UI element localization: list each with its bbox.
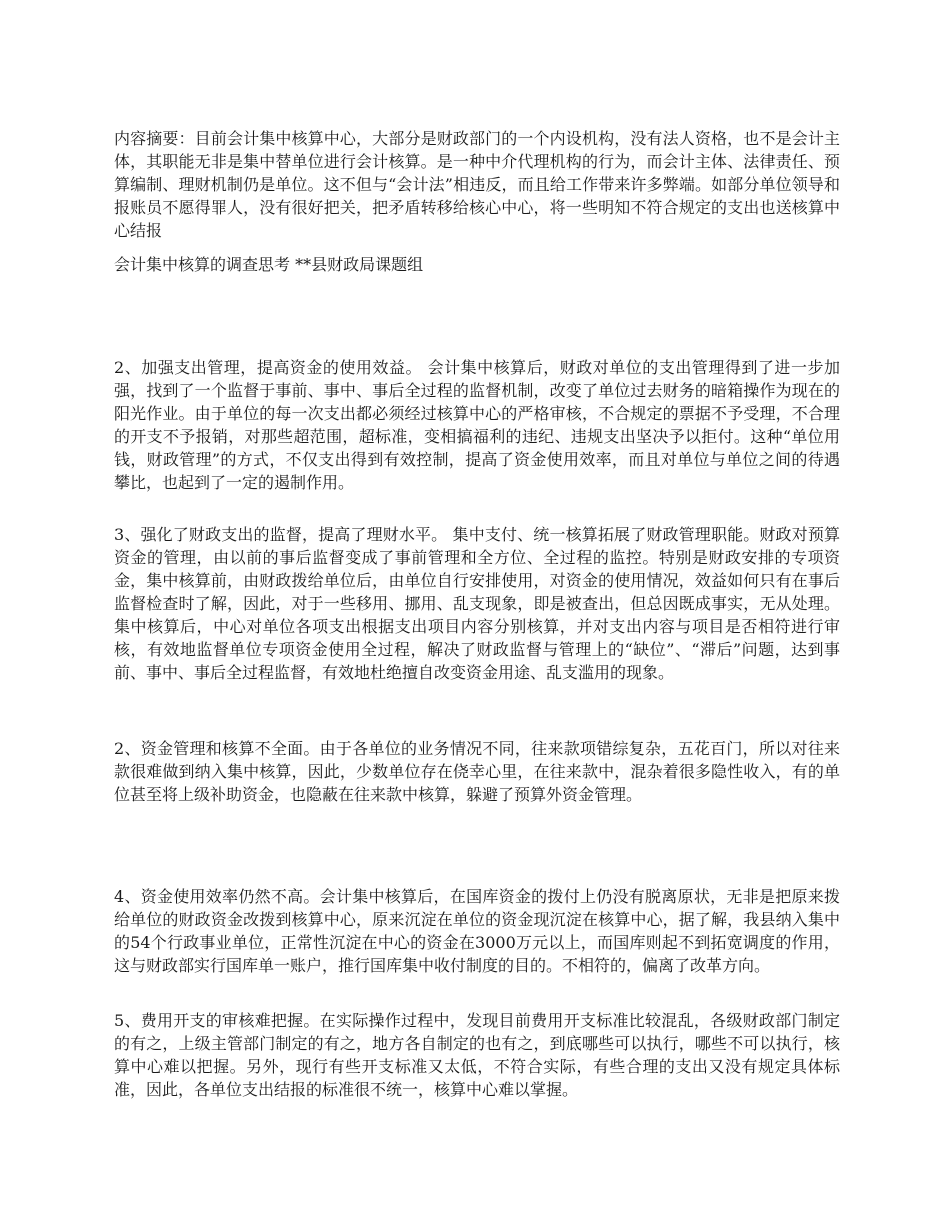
body-paragraph: 5、费用开支的审核难把握。在实际操作过程中，发现目前费用开支标准比较混乱，各级财政部门制定的有之，上级主管部门制定的有之，地方各自制定的也有之，到底哪些可以执行，哪些不可以执行，核算中心难以把握。另外，现行有些开支标准又太低，不符合实际，有些合理的支出又没有规定具体标准，因此，各单位支出结报的标准很不统一，核算中心难以掌握。 — [114, 1011, 840, 1099]
body-paragraph: 2、资金管理和核算不全面。由于各单位的业务情况不同，往来款项错综复杂，五花百门，所以对往来款很难做到纳入集中核算，因此，少数单位存在侥幸心里，在往来款中，混杂着很多隐性收入，有的单位甚至将上级补助资金，也隐蔽在往来款中核算，躲避了预算外资金管理。 — [114, 739, 840, 804]
body-paragraph: 4、资金使用效率仍然不高。会计集中核算后，在国库资金的拨付上仍没有脱离原状，无非是把原来拨给单位的财政资金改拨到核算中心，原来沉淀在单位的资金现沉淀在核算中心，据了解，我县纳入集中的54个行政事业单位，正常性沉淀在中心的资金在3000万元以上，而国库则起不到拓宽调度的作用，这与财政部实行国库单一账户，推行国库集中收付制度的目的。不相符的，偏离了改革方向。 — [114, 887, 840, 975]
body-paragraph: 2、加强支出管理，提高资金的使用效益。 会计集中核算后，财政对单位的支出管理得到了进一步加强，找到了一个监督于事前、事中、事后全过程的监督机制，改变了单位过去财务的暗箱操作为现在的阳光作业。由于单位的每一次支出都必须经过核算中心的严格审核，不合规定的票据不予受理，不合理的开支不予报销，对那些超范围，超标准，变相搞福利的违纪、违规支出坚决予以拒付。这种“单位用钱，财政管理”的方式，不仅支出得到有效控制，提高了资金使用效率，而且对单位与单位之间的待遇攀比，也起到了一定的遏制作用。 — [114, 358, 840, 492]
body-paragraph: 3、强化了财政支出的监督，提高了理财水平。 集中支付、统一核算拓展了财政管理职能。财政对预算资金的管理，由以前的事后监督变成了事前管理和全方位、全过程的监控。特别是财政安排的专项资金，集中核算前，由财政拨给单位后，由单位自行安排使用，对资金的使用情况，效益如何只有在事后监督检查时了解，因此，对于一些移用、挪用、乱支现象，即是被查出，但总因既成事实，无从处理。集中核算后，中心对单位各项支出根据支出项目内容分别核算，并对支出内容与项目是否相符进行审核，有效地监督单位专项资金使用全过程，解决了财政监督与管理上的“缺位”、“滞后”问题，达到事前、事中、事后全过程监督，有效地杜绝擅自改变资金用途、乱支滥用的现象。 — [114, 525, 840, 682]
document-title: 会计集中核算的调查思考 **县财政局课题组 — [114, 255, 424, 274]
abstract-paragraph: 内容摘要：目前会计集中核算中心，大部分是财政部门的一个内设机构，没有法人资格，也不是会计主体，其职能无非是集中替单位进行会计核算。是一种中介代理机构的行为，而会计主体、法律责任、预算编制、理财机制仍是单位。这不但与“会计法”相违反，而且给工作带来许多弊端。如部分单位领导和报账员不愿得罪人，没有很好把关，把矛盾转移给核心中心，将一些明知不符合规定的支出也送核算中心结报 — [114, 129, 840, 240]
